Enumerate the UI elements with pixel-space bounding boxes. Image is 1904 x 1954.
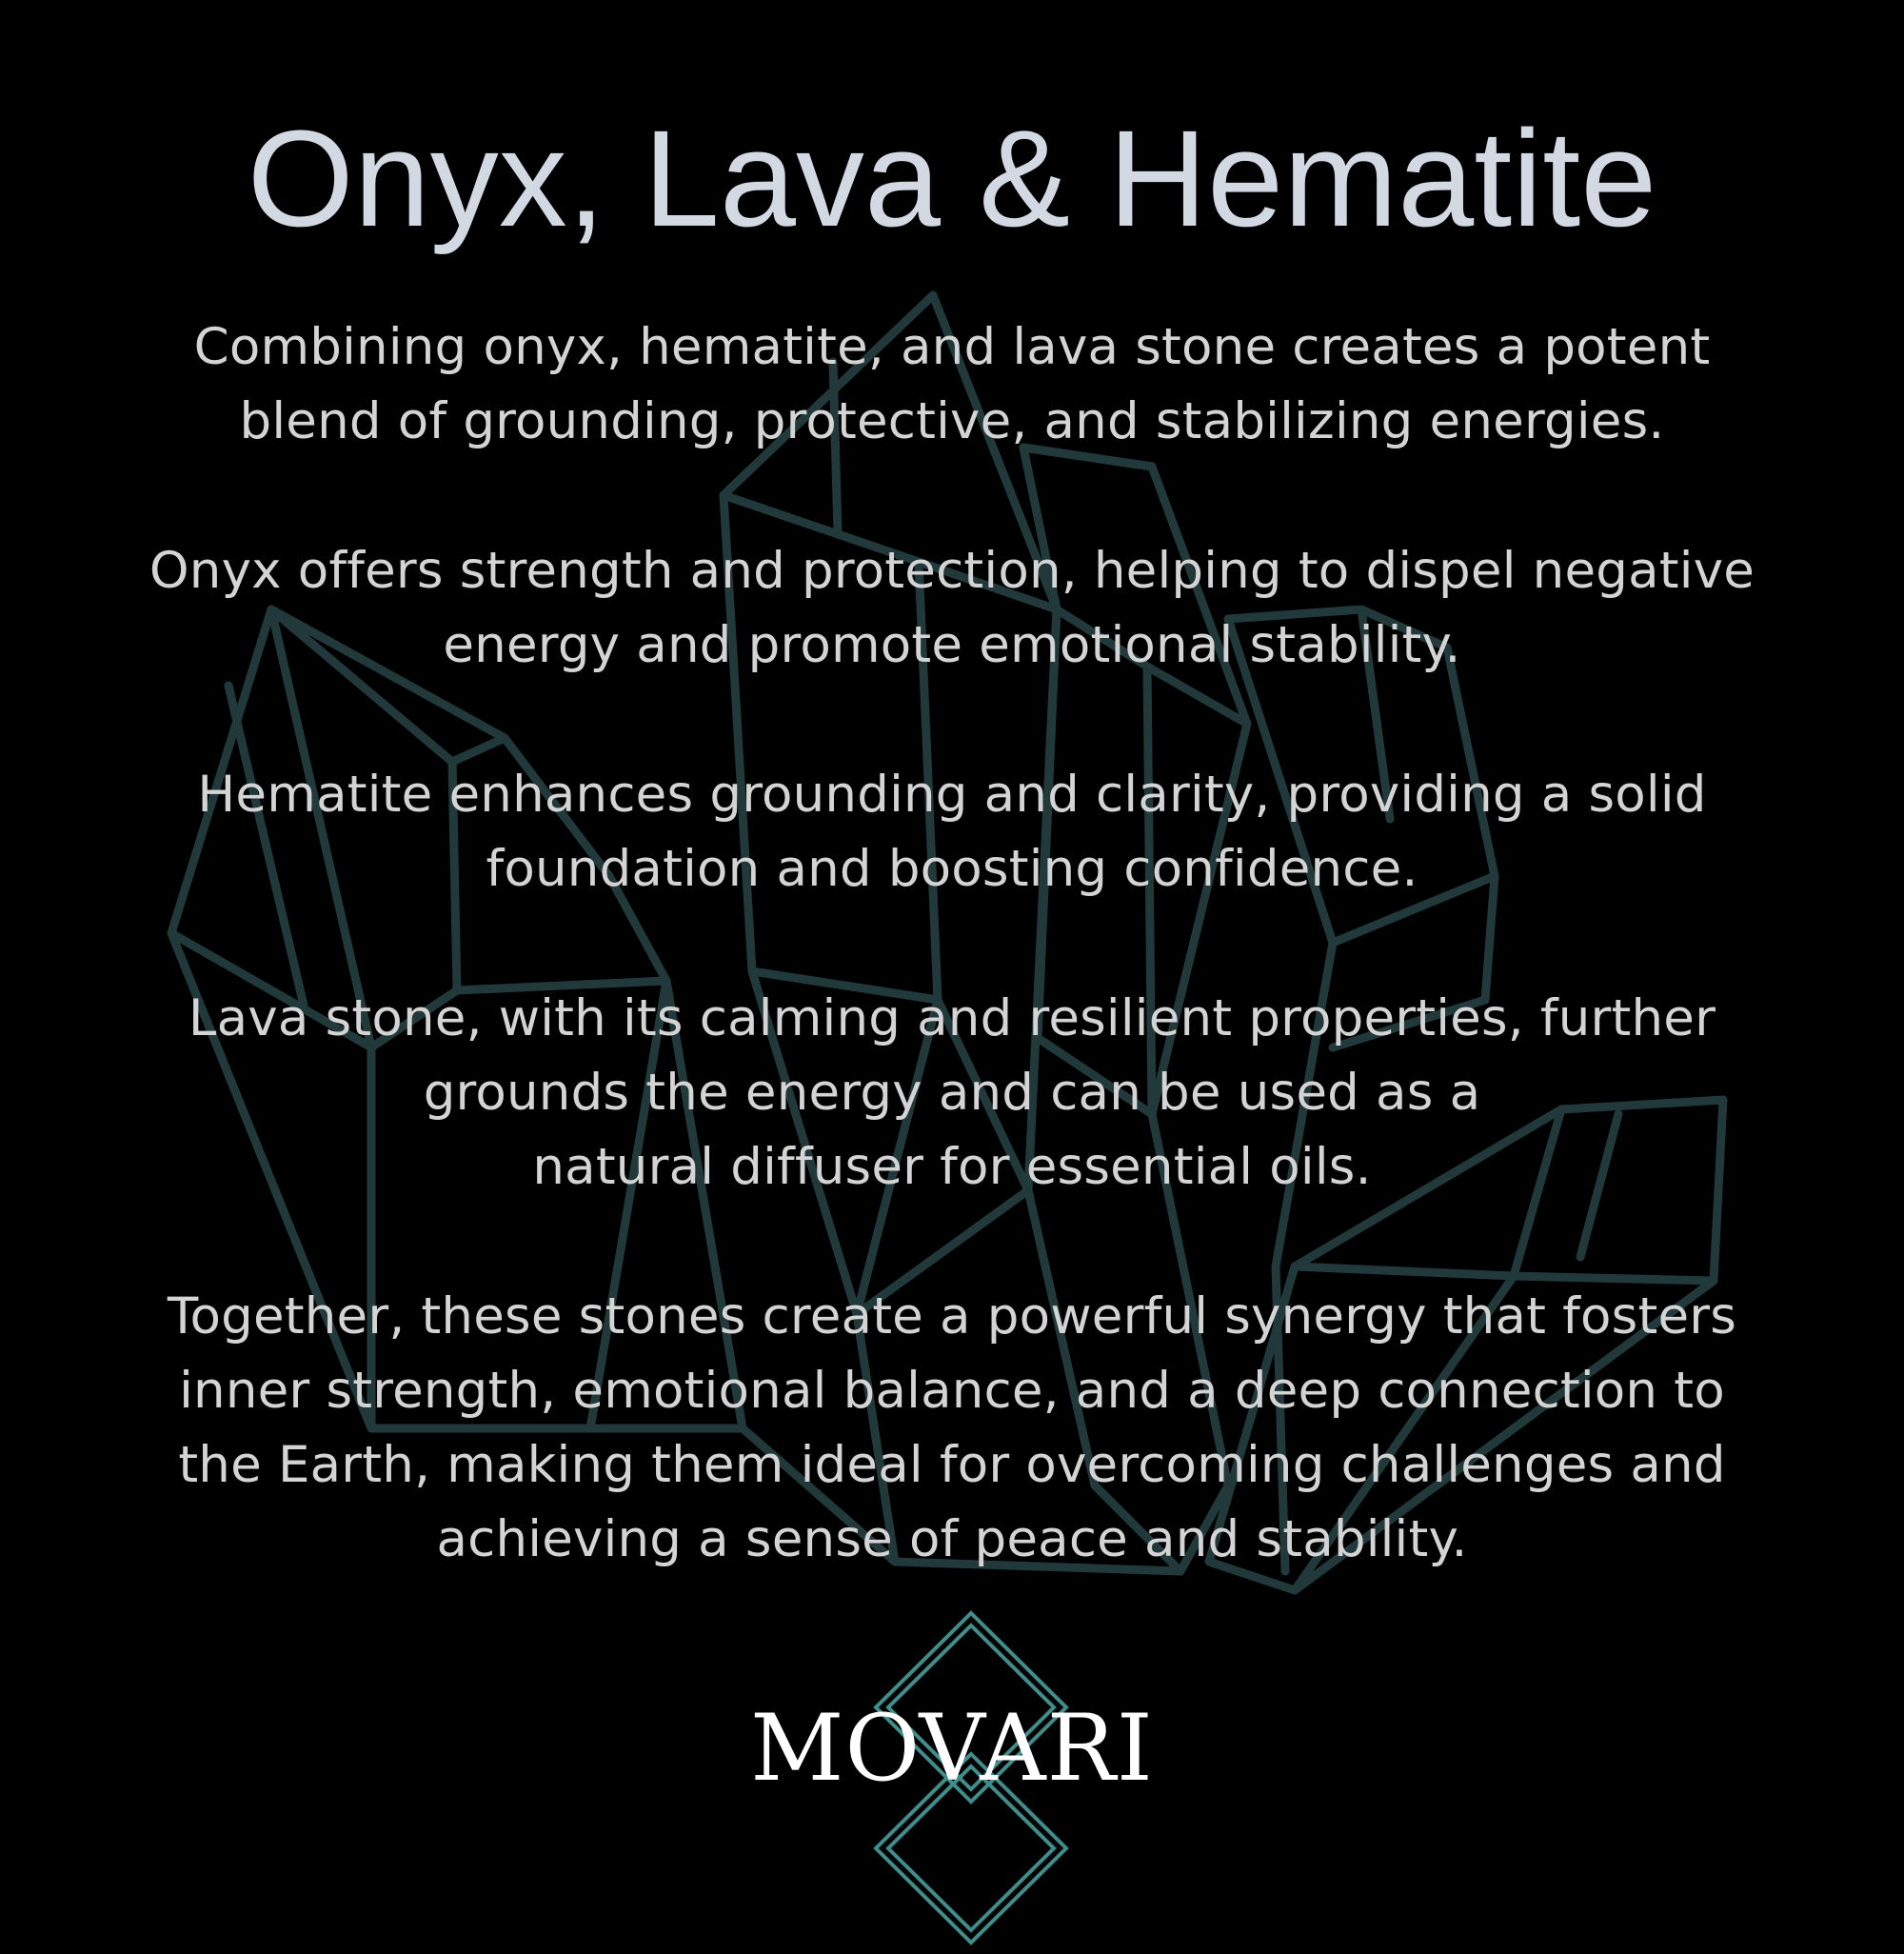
text-line: grounds the energy and can be used as a (423, 1064, 1481, 1122)
text-line: foundation and boosting confidence. (486, 840, 1418, 898)
text-line: energy and promote emotional stability. (443, 616, 1461, 674)
text-line: Lava stone, with its calming and resilient properties, further (188, 989, 1716, 1047)
text-line: blend of grounding, protective, and stabilizing energies. (239, 392, 1665, 450)
text-line: inner strength, emotional balance, and a deep connection to (179, 1362, 1725, 1420)
text-line: Onyx offers strength and protection, helping to dispel negative (149, 542, 1755, 600)
text-line: achieving a sense of peace and stability. (436, 1510, 1468, 1568)
text-line: Combining onyx, hematite, and lava stone creates a potent (193, 318, 1711, 376)
text-line: the Earth, making them ideal for overcoming challenges and (178, 1436, 1726, 1494)
text-line: Together, these stones create a powerful synergy that fosters (167, 1287, 1737, 1346)
page-title: Onyx, Lava & Hematite (247, 102, 1657, 255)
brand-name: MOVARI (750, 1695, 1154, 1802)
text-line: Hematite enhances grounding and clarity, providing a solid (197, 766, 1707, 824)
text-line: natural diffuser for essential oils. (532, 1138, 1372, 1196)
